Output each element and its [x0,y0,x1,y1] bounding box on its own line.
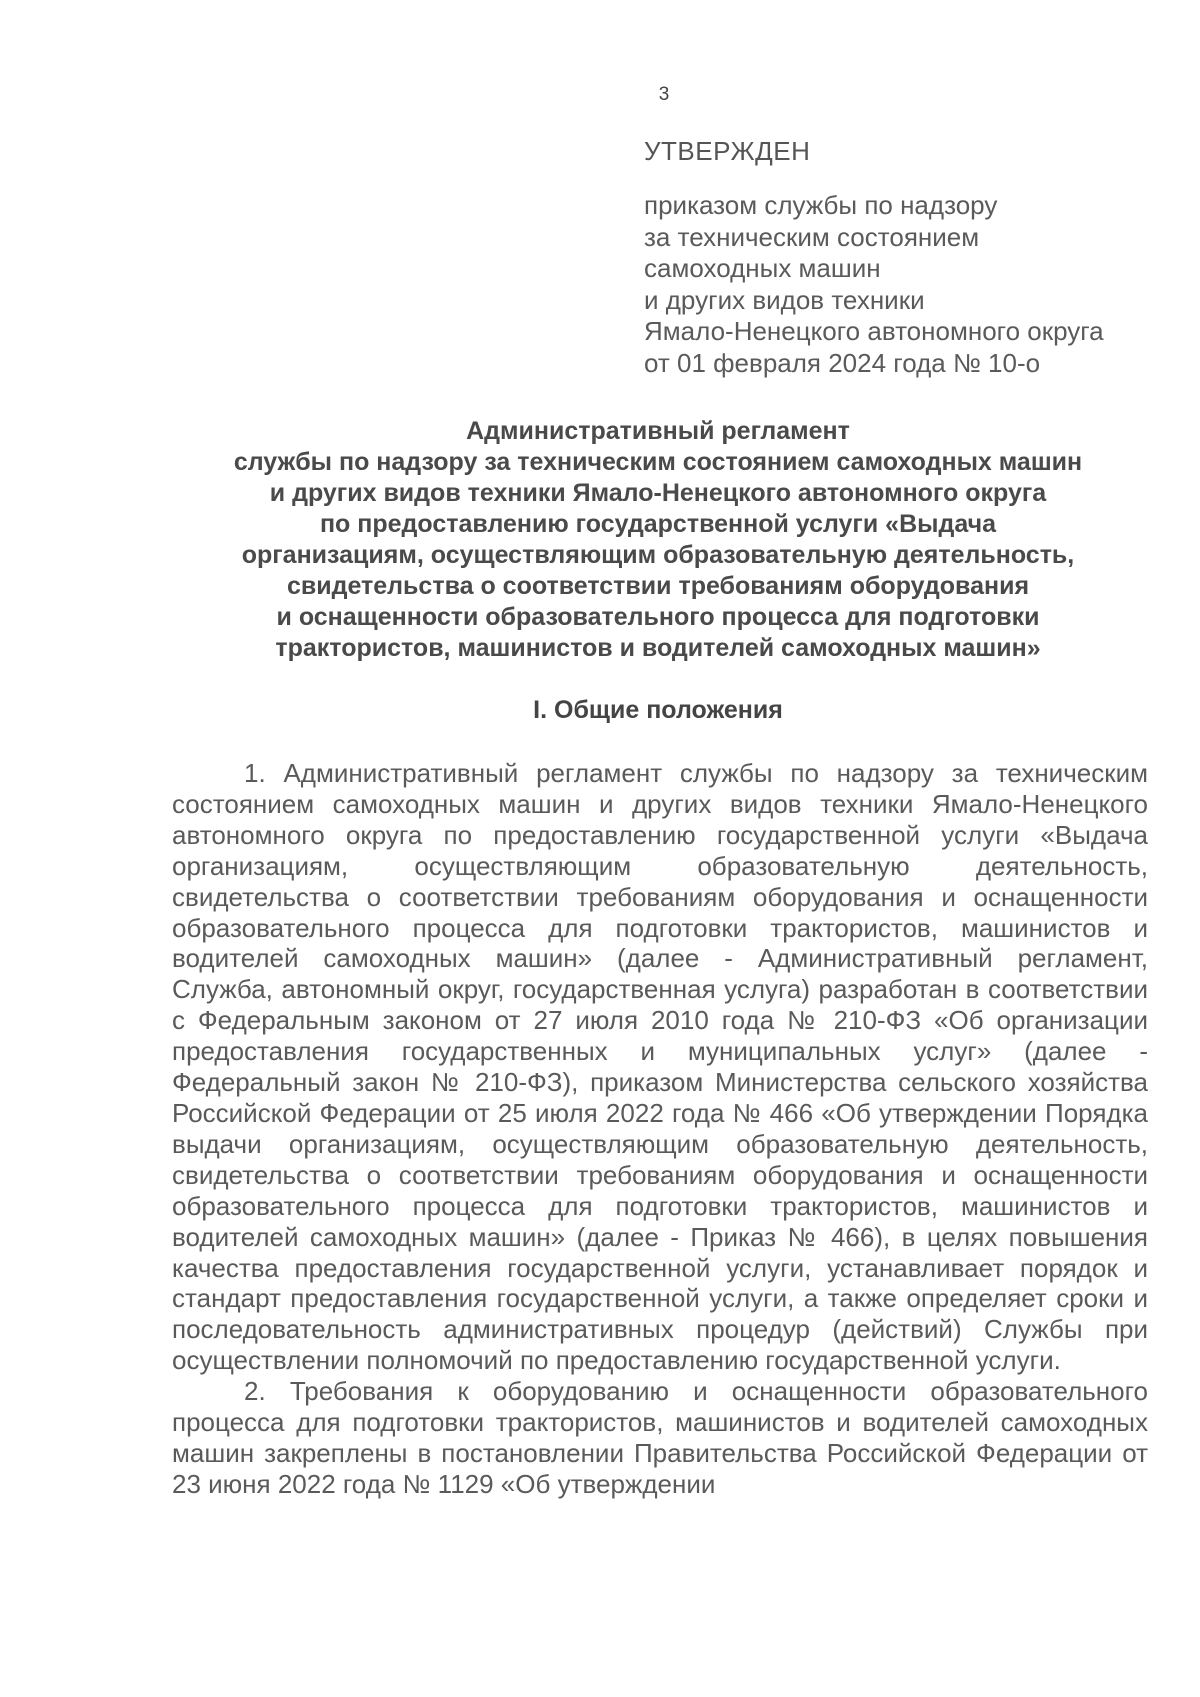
approval-line: приказом службы по надзору [644,190,998,220]
approval-line: самоходных машин [644,253,881,283]
approval-line: Ямало-Ненецкого автономного округа [644,316,1104,346]
approval-line: и других видов техники [644,284,925,315]
document-title-line: службы по надзору за техническим состоянием самоходных машин [233,448,1083,476]
approval-line: за техническим состоянием [644,221,980,252]
document-title-line: и оснащенности образовательного процесса для подготовки [276,603,1040,631]
document-title-line: трактористов, машинистов и водителей самоходных машин» [275,634,1041,662]
paragraph-2: 2. Требования к оборудованию и оснащенности образовательного процесса для подготовки трактористов, машинистов и водителей самоходных машин закреплены в постановлении Правительства Российской Федерации от 23 июня 2022 года № 1129 «Об утверждении [172,1376,1148,1499]
approval-block [644,134,1164,379]
paragraph-1: 1. Административный регламент службы по надзору за техническим состоянием самоходных машин и других видов техники Ямало-Ненецкого автономного округа по предоставлению государственной услуги «Выдача организациям, осуществляющим образовательную деятельность, свидетельства о соответствии требованиям оборудования и оснащенности образовательного процесса для подготовки трактористов, машинистов и водителей самоходных машин» (далее - Административный регламент, Служба, автономный округ, государственная услуга) разработан в соответствии с Федеральным законом от 27 июля 2010 года № 210-ФЗ «Об организации предоставления государственных и муниципальных услуг» (далее - Федеральный закон № 210-ФЗ), приказом Министерства сельского хозяйства Российской Федерации от 25 июля 2022 года № 466 «Об утверждении Порядка выдачи организациям, осуществляющим образовательную деятельность, свидетельства о соответствии требованиям оборудования и оснащенности образовательного процесса для подготовки трактористов, машинистов и водителей самоходных машин» (далее - Приказ № 466), в целях повышения качества предоставления государственной услуги, устанавливает порядок и стандарт предоставления государственной услуги, а также определяет сроки и последовательность административных процедур (действий) Службы при осуществлении полномочий по предоставлению государственной услуги. [172,758,1148,1376]
document-title-line: и других видов техники Ямало-Ненецкого автономного округа [269,479,1047,507]
page-number: 3 [658,84,670,105]
section-heading: I. Общие положения [533,696,783,724]
document-title-line: по предоставлению государственной услуги «Выдача [319,510,997,538]
document-title-line: свидетельства о соответствии требованиям оборудования [286,572,1030,600]
approval-line: от 01 февраля 2024 года № 10-о [644,347,1041,378]
body-text [172,758,1148,1500]
document-title-line: Административный регламент [466,417,850,445]
document-title [160,416,1156,664]
document-title-line: организациям, осуществляющим образовательную деятельность, [241,541,1075,569]
approval-title: УТВЕРЖДЕН [644,136,811,166]
